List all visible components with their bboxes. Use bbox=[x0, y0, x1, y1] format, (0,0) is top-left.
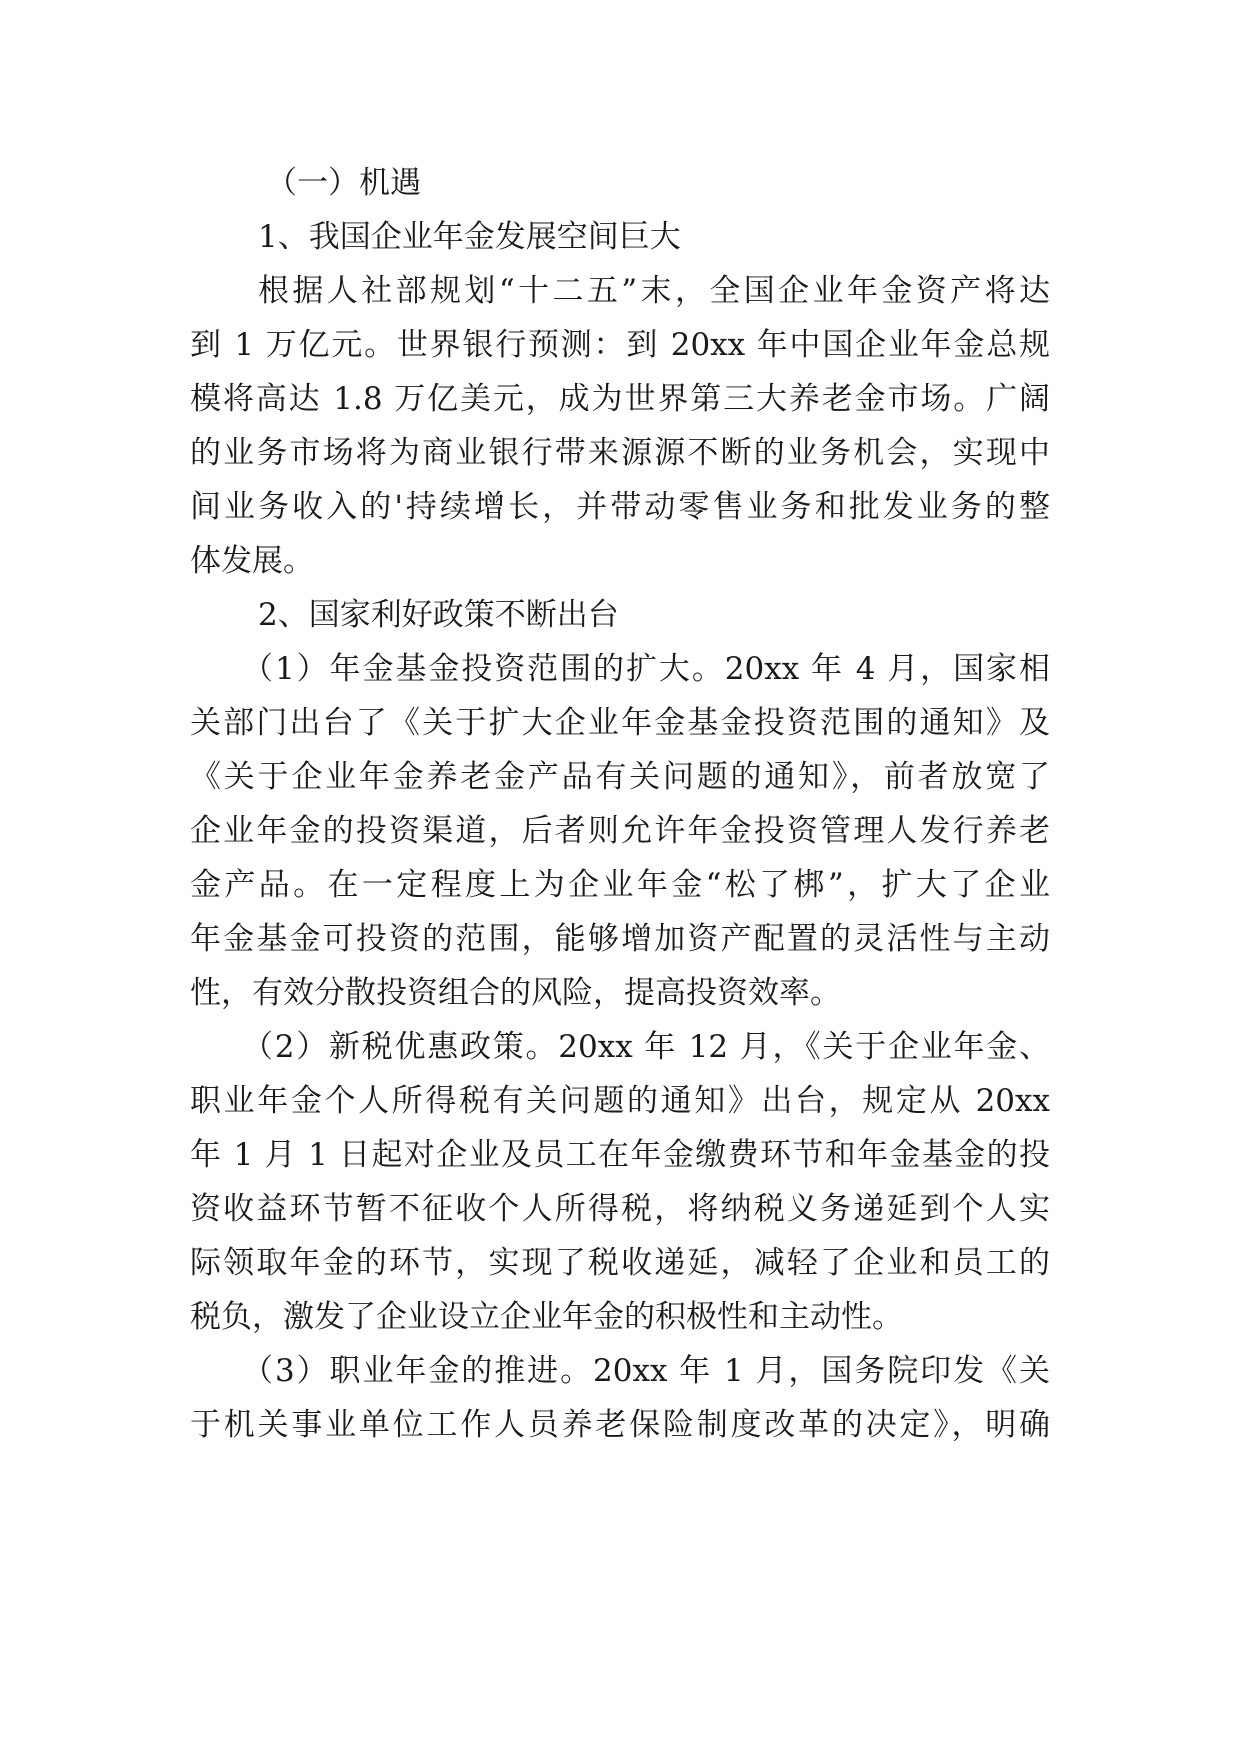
paragraph-3-line-5: 际领取年金的环节，实现了税收递延，减轻了企业和员工的 bbox=[190, 1245, 1050, 1281]
paragraph-2-line-5: 金产品。在一定程度上为企业年金“松了梆”，扩大了企业 bbox=[190, 867, 1050, 903]
paragraph-2-line-7: 性，有效分散投资组合的风险，提高投资效率。 bbox=[190, 975, 841, 1011]
paragraph-1-line-1: 根据人社部规划“十二五”末，全国企业年金资产将达 bbox=[258, 273, 1050, 309]
subheading-1: 1、我国企业年金发展空间巨大 bbox=[258, 219, 681, 255]
paragraph-1-line-2: 到 1 万亿元。世界银行预测：到 20xx 年中国企业年金总规 bbox=[190, 327, 1050, 363]
paragraph-1-line-3: 模将高达 1.8 万亿美元，成为世界第三大养老金市场。广阔 bbox=[190, 381, 1050, 417]
paragraph-4-line-2: 于机关事业单位工作人员养老保险制度改革的决定》，明确 bbox=[190, 1407, 1050, 1443]
paragraph-1-line-5: 间业务收入的'持续增长，并带动零售业务和批发业务的整 bbox=[190, 489, 1050, 525]
paragraph-3-line-3: 年 1 月 1 日起对企业及员工在年金缴费环节和年金基金的投 bbox=[190, 1137, 1050, 1173]
paragraph-2-line-6: 年金基金可投资的范围，能够增加资产配置的灵活性与主动 bbox=[190, 921, 1050, 957]
paragraph-2-line-1: （1）年金基金投资范围的扩大。20xx 年 4 月，国家相 bbox=[242, 651, 1050, 687]
paragraph-2-line-3: 《关于企业年金养老金产品有关问题的通知》，前者放宽了 bbox=[190, 759, 1050, 795]
paragraph-1-line-4: 的业务市场将为商业银行带来源源不断的业务机会，实现中 bbox=[190, 435, 1050, 471]
paragraph-3-line-2: 职业年金个人所得税有关问题的通知》出台，规定从 20xx bbox=[190, 1083, 1050, 1119]
subheading-2: 2、国家利好政策不断出台 bbox=[258, 597, 619, 633]
paragraph-1-line-6: 体发展。 bbox=[190, 543, 314, 579]
section-heading: （一）机遇 bbox=[266, 165, 421, 201]
paragraph-3-line-1: （2）新税优惠政策。20xx 年 12 月，《关于企业年金、 bbox=[242, 1029, 1050, 1065]
paragraph-3-line-4: 资收益环节暂不征收个人所得税，将纳税义务递延到个人实 bbox=[190, 1191, 1050, 1227]
paragraph-2-line-2: 关部门出台了《关于扩大企业年金基金投资范围的通知》及 bbox=[190, 705, 1050, 741]
paragraph-3-line-6: 税负，激发了企业设立企业年金的积极性和主动性。 bbox=[190, 1299, 903, 1335]
paragraph-4-line-1: （3）职业年金的推进。20xx 年 1 月，国务院印发《关 bbox=[242, 1353, 1050, 1389]
paragraph-2-line-4: 企业年金的投资渠道，后者则允许年金投资管理人发行养老 bbox=[190, 813, 1050, 849]
